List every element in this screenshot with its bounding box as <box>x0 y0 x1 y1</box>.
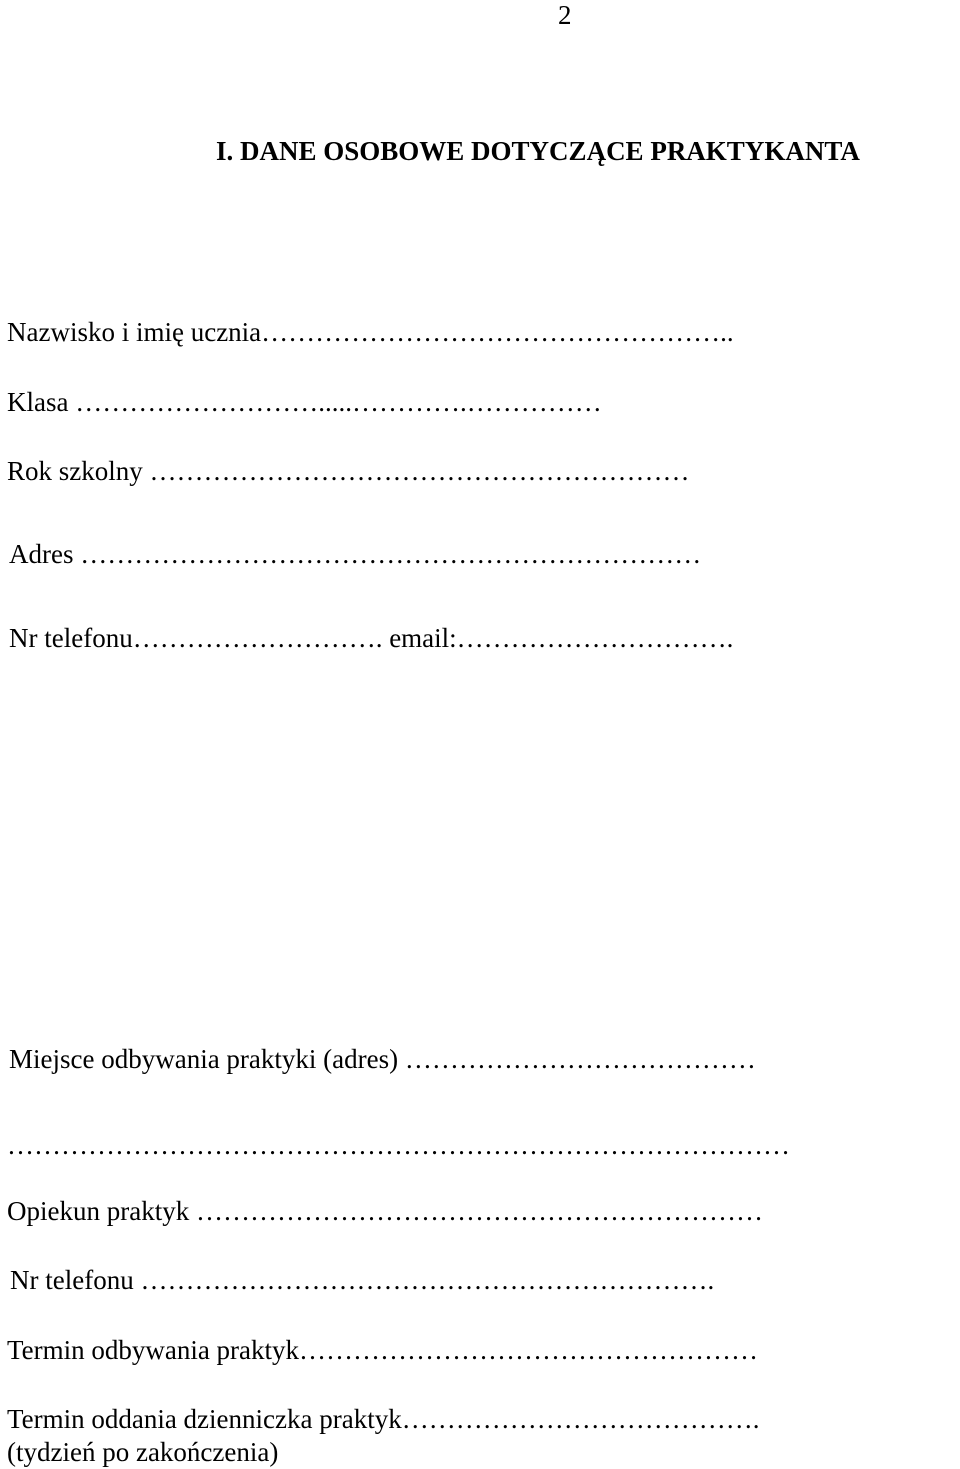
address-field: Adres …………………………………………………………… <box>9 539 702 569</box>
section-heading: I. DANE OSOBOWE DOTYCZĄCE PRAKTYKANTA <box>216 136 860 166</box>
class-field: Klasa ……………………….....………….…………… <box>7 387 602 417</box>
submission-term-field: Termin oddania dzienniczka praktyk…………………………………. <box>7 1404 760 1434</box>
practice-place-continuation: …………………………………………………………………………… <box>7 1130 790 1160</box>
supervisor-phone-field: Nr telefonu ………………………………………………………. <box>10 1265 715 1295</box>
practice-term-field: Termin odbywania praktyk…………………………………………… <box>7 1335 759 1365</box>
practice-place-field: Miejsce odbywania praktyki (adres) ………………………………… <box>9 1044 756 1074</box>
school-year-field: Rok szkolny …………………………………………………… <box>7 456 690 486</box>
student-name-field: Nazwisko i imię ucznia…………………………………………….. <box>7 317 734 347</box>
page-number: 2 <box>558 0 572 30</box>
submission-term-note: (tydzień po zakończenia) <box>7 1437 279 1467</box>
supervisor-field: Opiekun praktyk ……………………………………………………… <box>7 1196 763 1226</box>
phone-email-field: Nr telefonu………………………. email:…………………………. <box>9 623 734 653</box>
